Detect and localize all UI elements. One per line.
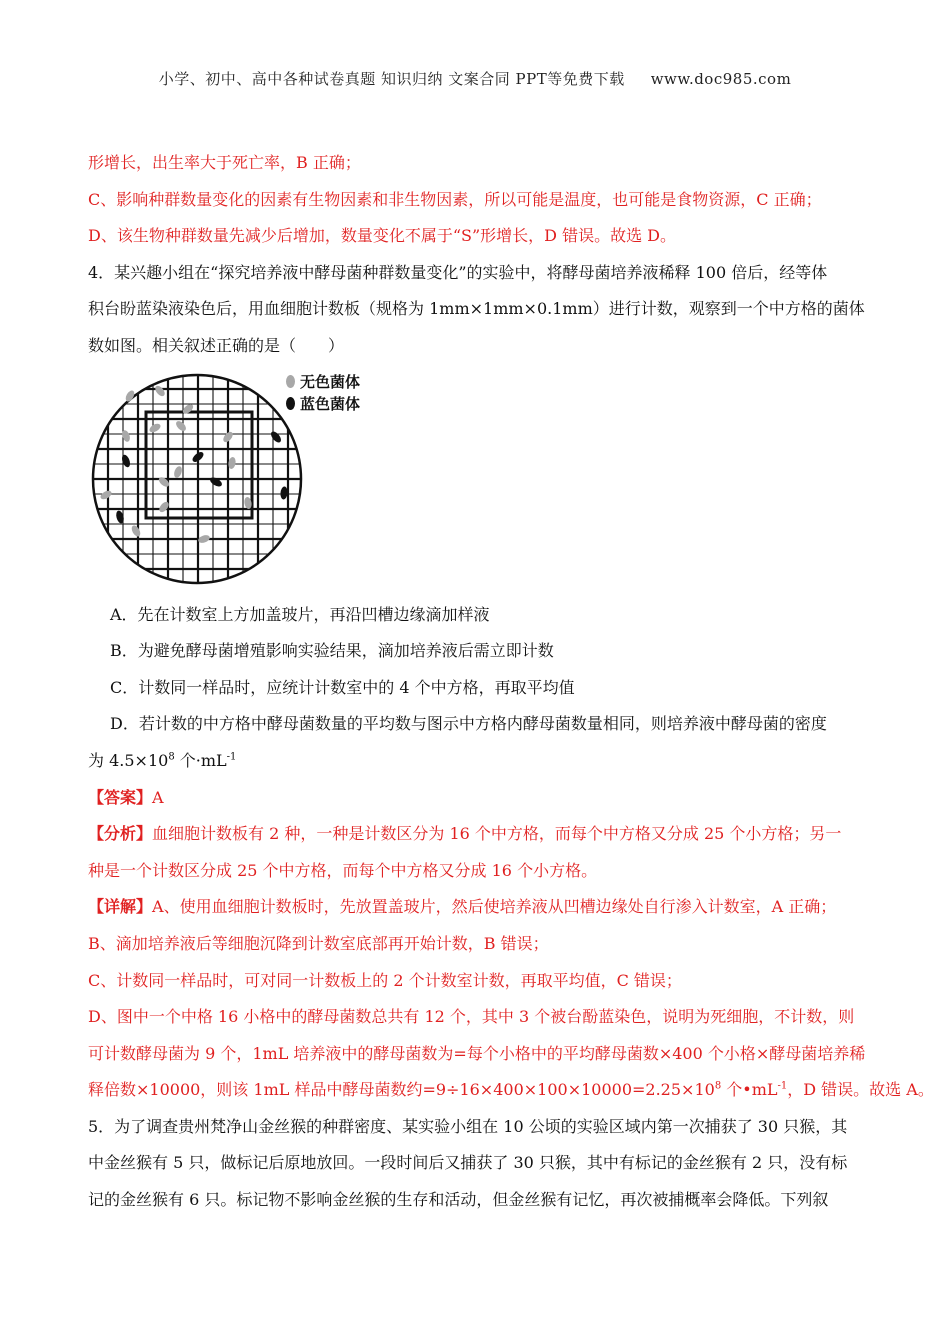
header-text: 小学、初中、高中各种试卷真题 知识归纳 文案合同 PPT等免费下载 (158, 70, 625, 88)
header-site: www.doc985.com (650, 70, 792, 88)
analysis-text-1: 血细胞计数板有 2 种，一种是计数区分为 16 个中方格，而每个中方格又分成 25 个小方格；另一 (152, 824, 842, 844)
detail-6-conclusion: ，D 错误。故选 A。 (787, 1080, 934, 1100)
q4-stem-2: 积台盼蓝染液染色后，用血细胞计数板（规格为 1mm×1mm×0.1mm）进行计数，观察到一个中方格的菌体 (88, 299, 865, 319)
legend-colorless (286, 371, 360, 393)
q4-option-d-1: D．若计数的中方格中酵母菌数量的平均数与图示中方格内酵母菌数量相同，则培养液中酵母菌的密度 (110, 714, 827, 734)
option-d-unit-exponent: -1 (226, 751, 237, 763)
q4-detail-5: 可计数酵母菌为 9 个，1mL 培养液中的酵母菌数为=每个小格中的平均酵母菌数×400 个小格×酵母菌培养稀 (88, 1043, 866, 1063)
q5-stem-1: 5．为了调查贵州梵净山金丝猴的种群密度、某实验小组在 10 公顷的实验区域内第一次捕获了 30 只猴，其 (88, 1116, 848, 1136)
detail-6-text: 释倍数×10000，则该 1mL 样品中酵母菌数约=9÷16×400×100×10000=2.25×10 (88, 1080, 715, 1100)
blue-cell-icon (286, 397, 295, 410)
prev-line-1: 形增长，出生率大于死亡率，B 正确； (88, 153, 361, 172)
legend-blue-label: 蓝色菌体 (300, 395, 361, 414)
q4-option-c: C．计数同一样品时，应统计计数室中的 4 个中方格，再取平均值 (110, 677, 575, 697)
option-d-exponent: 8 (168, 751, 175, 763)
answer-tag: 【答案】 (88, 787, 153, 807)
option-d-unit: 个·mL (174, 750, 227, 770)
legend-colorless-label: 无色菌体 (300, 373, 361, 392)
colorless-cell-icon (286, 375, 295, 388)
q4-detail-1 (88, 889, 866, 926)
detail-6-exponent: 8 (714, 1080, 722, 1092)
hemocytometer-grid-image (88, 369, 318, 589)
option-d-value: 为 4.5×10 (88, 750, 169, 770)
q4-detail-6 (88, 1072, 934, 1109)
q4-detail-2: B、滴加培养液后等细胞沉降到计数室底部再开始计数，B 错误； (88, 933, 549, 953)
q4-stem-3: 数如图。相关叙述正确的是（ ） (88, 335, 345, 355)
hemocytometer-figure (88, 369, 388, 589)
detail-text-1: A、使用血细胞计数板时，先放置盖玻片，然后使培养液从凹槽边缘处自行渗入计数室，A 正确； (152, 897, 837, 917)
prev-line-3: D、该生物种群数量先减少后增加，数量变化不属于“S”形增长，D 错误。故选 D。 (88, 226, 676, 246)
page-header (0, 68, 950, 89)
q4-option-d-2 (88, 743, 866, 780)
q4-detail-3: C、计数同一样品时，可对同一计数板上的 2 个计数室计数，再取平均值，C 错误； (88, 970, 682, 990)
q4-answer (88, 780, 866, 817)
analysis-tag: 【分析】 (88, 824, 153, 844)
answer-value: A (152, 787, 164, 807)
detail-6-unit-exponent: -1 (777, 1080, 788, 1092)
prev-line-2: C、影响种群数量变化的因素有生物因素和非生物因素，所以可能是温度，也可能是食物资源，C 正确； (88, 189, 822, 209)
q4-analysis-1 (88, 816, 866, 853)
legend-blue (286, 393, 360, 415)
detail-tag: 【详解】 (88, 897, 153, 917)
q4-option-a: A．先在计数室上方加盖玻片，再沿凹槽边缘滴加样液 (110, 604, 490, 624)
q4-stem-1: 4．某兴趣小组在“探究培养液中酵母菌种群数量变化”的实验中，将酵母菌培养液稀释 100 倍后，经等体 (88, 262, 828, 282)
document-body (88, 145, 934, 1219)
q4-analysis-2: 种是一个计数区分成 25 个中方格，而每个中方格又分成 16 个小方格。 (88, 860, 598, 880)
figure-legend (286, 371, 360, 415)
q5-stem-3: 记的金丝猴有 6 只。标记物不影响金丝猴的生存和活动，但金丝猴有记忆，再次被捕概率会降低。下列叙 (88, 1190, 829, 1210)
q4-detail-4: D、图中一个中格 16 小格中的酵母菌数总共有 12 个，其中 3 个被台酚蓝染色，说明为死细胞，不计数，则 (88, 1007, 855, 1027)
detail-6-unit: 个•mL (721, 1080, 778, 1100)
q4-option-b: B．为避免酵母菌增殖影响实验结果，滴加培养液后需立即计数 (110, 641, 554, 661)
q5-stem-2: 中金丝猴有 5 只，做标记后原地放回。一段时间后又捕获了 30 只猴，其中有标记的金丝猴有 2 只，没有标 (88, 1153, 848, 1173)
